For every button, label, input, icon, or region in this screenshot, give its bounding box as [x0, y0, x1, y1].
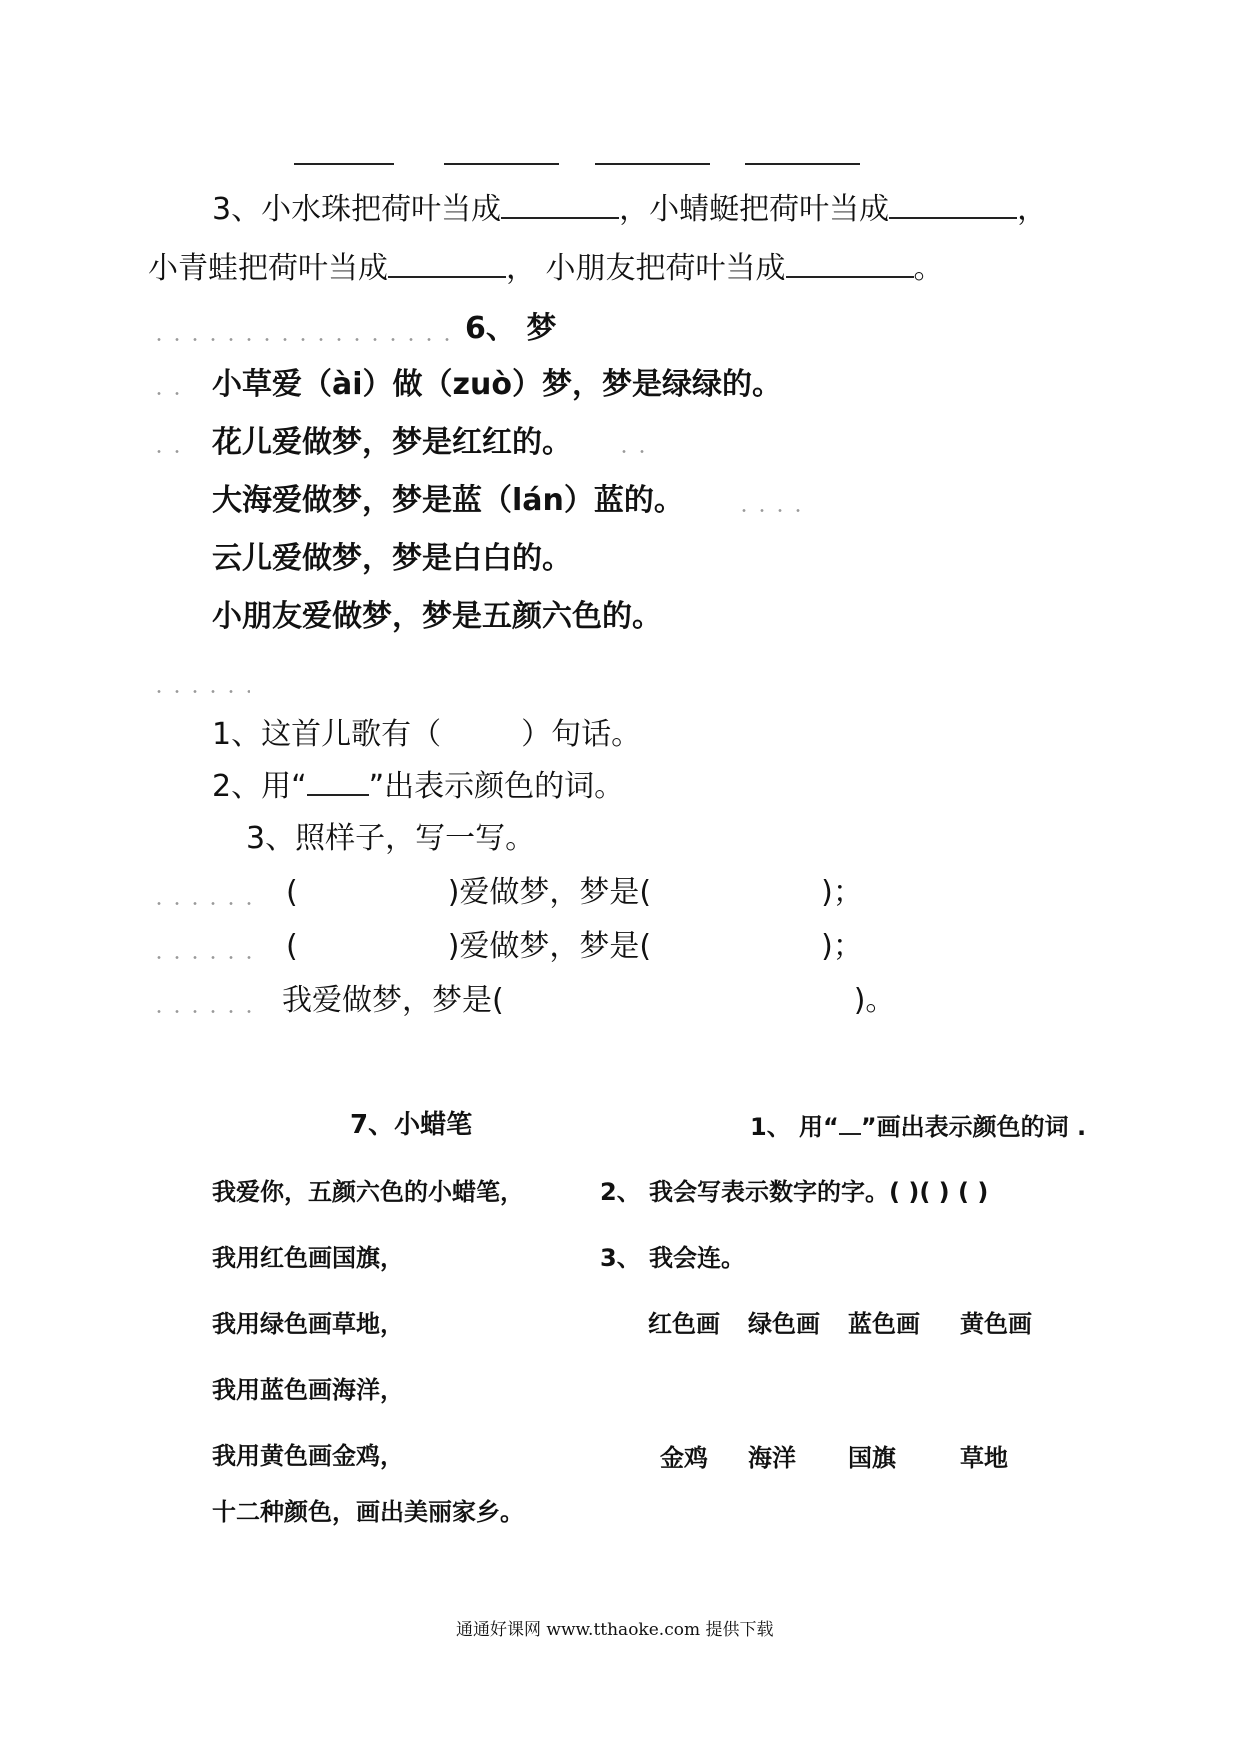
fill-line-3: [282, 983, 896, 1018]
q2-text: ”出表示颜色的词。: [368, 769, 625, 804]
fill-line-1: [286, 875, 863, 910]
lesson6-q3: 3、照样子，写一写。: [246, 821, 536, 856]
dot-leader: [615, 450, 655, 453]
lesson7-title: 7、小蜡笔: [350, 1110, 473, 1140]
dot-leader: [150, 956, 260, 959]
match-color-3[interactable]: 蓝色画: [848, 1310, 920, 1338]
lesson6-q2: [212, 769, 625, 804]
fill-text: )；: [821, 929, 863, 964]
underline-sample: [307, 794, 369, 796]
q1-text: ）句话。: [521, 717, 642, 752]
q1-text: 1、 用“: [750, 1113, 839, 1141]
fill-text: (: [286, 875, 298, 910]
q2-text: 2、用“: [212, 769, 307, 804]
poem-line: 我用红色画国旗，: [212, 1244, 404, 1272]
dot-leader: [735, 509, 805, 512]
dot-leader: [150, 690, 250, 693]
answer-blank[interactable]: [388, 276, 506, 278]
lesson7-q1: [750, 1115, 1086, 1139]
dot-leader: [150, 338, 456, 341]
q1-text: ”画出表示颜色的词 .: [860, 1113, 1087, 1141]
match-thing-1[interactable]: 金鸡: [660, 1444, 708, 1472]
footer-credit: 通通好课网 www.tthaoke.com 提供下载: [456, 1620, 774, 1640]
answer-blank[interactable]: [595, 163, 710, 165]
dot-leader: [150, 450, 190, 453]
poem-line: 大海爱做梦，梦是蓝（lán）蓝的。: [212, 483, 684, 518]
q3-text: 小青蛙把荷叶当成: [148, 251, 388, 286]
match-color-4[interactable]: 黄色画: [960, 1310, 1032, 1338]
poem-line: 云儿爱做梦，梦是白白的。: [212, 541, 572, 576]
answer-blank[interactable]: [444, 163, 559, 165]
fill-text: )。: [853, 983, 896, 1018]
dot-leader: [150, 902, 260, 905]
answer-blank[interactable]: [294, 163, 394, 165]
fill-text: )爱做梦，梦是(: [447, 875, 652, 910]
answer-blank[interactable]: [501, 217, 619, 219]
fill-text: )；: [821, 875, 863, 910]
lesson6-q1: [212, 717, 642, 752]
lesson6-title: 6、 梦: [465, 311, 557, 346]
q3-text: ， 小朋友把荷叶当成: [506, 251, 786, 286]
q1-text: 1、这首儿歌有（: [212, 717, 442, 752]
lesson7-q2: 2、 我会写表示数字的字。( )( ) ( ): [600, 1178, 989, 1206]
q3-text: ，小蜻蜓把荷叶当成: [619, 192, 890, 227]
q3-text: 。: [913, 251, 944, 286]
poem-line: 我爱你，五颜六色的小蜡笔，: [212, 1178, 524, 1206]
q3-text: 3、小水珠把荷叶当成: [212, 192, 502, 227]
underline-sample: [839, 1133, 861, 1135]
poem-line: 我用黄色画金鸡，: [212, 1442, 404, 1470]
poem-line: 我用绿色画草地，: [212, 1310, 404, 1338]
q3-text: ，: [1017, 192, 1048, 227]
match-color-2[interactable]: 绿色画: [748, 1310, 820, 1338]
fill-text: )爱做梦，梦是(: [447, 929, 652, 964]
lesson7-q3: 3、 我会连。: [600, 1244, 746, 1272]
lesson5-q3-line1: [212, 192, 1048, 227]
dot-leader: [150, 1010, 260, 1013]
dot-leader: [150, 392, 190, 395]
fill-text: (: [286, 929, 298, 964]
match-thing-4[interactable]: 草地: [960, 1444, 1008, 1472]
match-thing-2[interactable]: 海洋: [748, 1444, 796, 1472]
match-thing-3[interactable]: 国旗: [848, 1444, 896, 1472]
poem-line: 十二种颜色，画出美丽家乡。: [212, 1498, 524, 1526]
fill-text: 我爱做梦，梦是(: [282, 983, 504, 1018]
poem-line: 小朋友爱做梦，梦是五颜六色的。: [212, 599, 662, 634]
poem-line: 花儿爱做梦，梦是红红的。: [212, 425, 572, 460]
match-color-1[interactable]: 红色画: [648, 1310, 720, 1338]
fill-line-2: [286, 929, 863, 964]
lesson5-q3-line2: [148, 251, 944, 286]
answer-blank[interactable]: [786, 276, 914, 278]
poem-line: 我用蓝色画海洋，: [212, 1376, 404, 1404]
answer-blank[interactable]: [889, 217, 1017, 219]
poem-line: 小草爱（ài）做（zuò）梦，梦是绿绿的。: [212, 367, 782, 402]
answer-blank[interactable]: [745, 163, 860, 165]
